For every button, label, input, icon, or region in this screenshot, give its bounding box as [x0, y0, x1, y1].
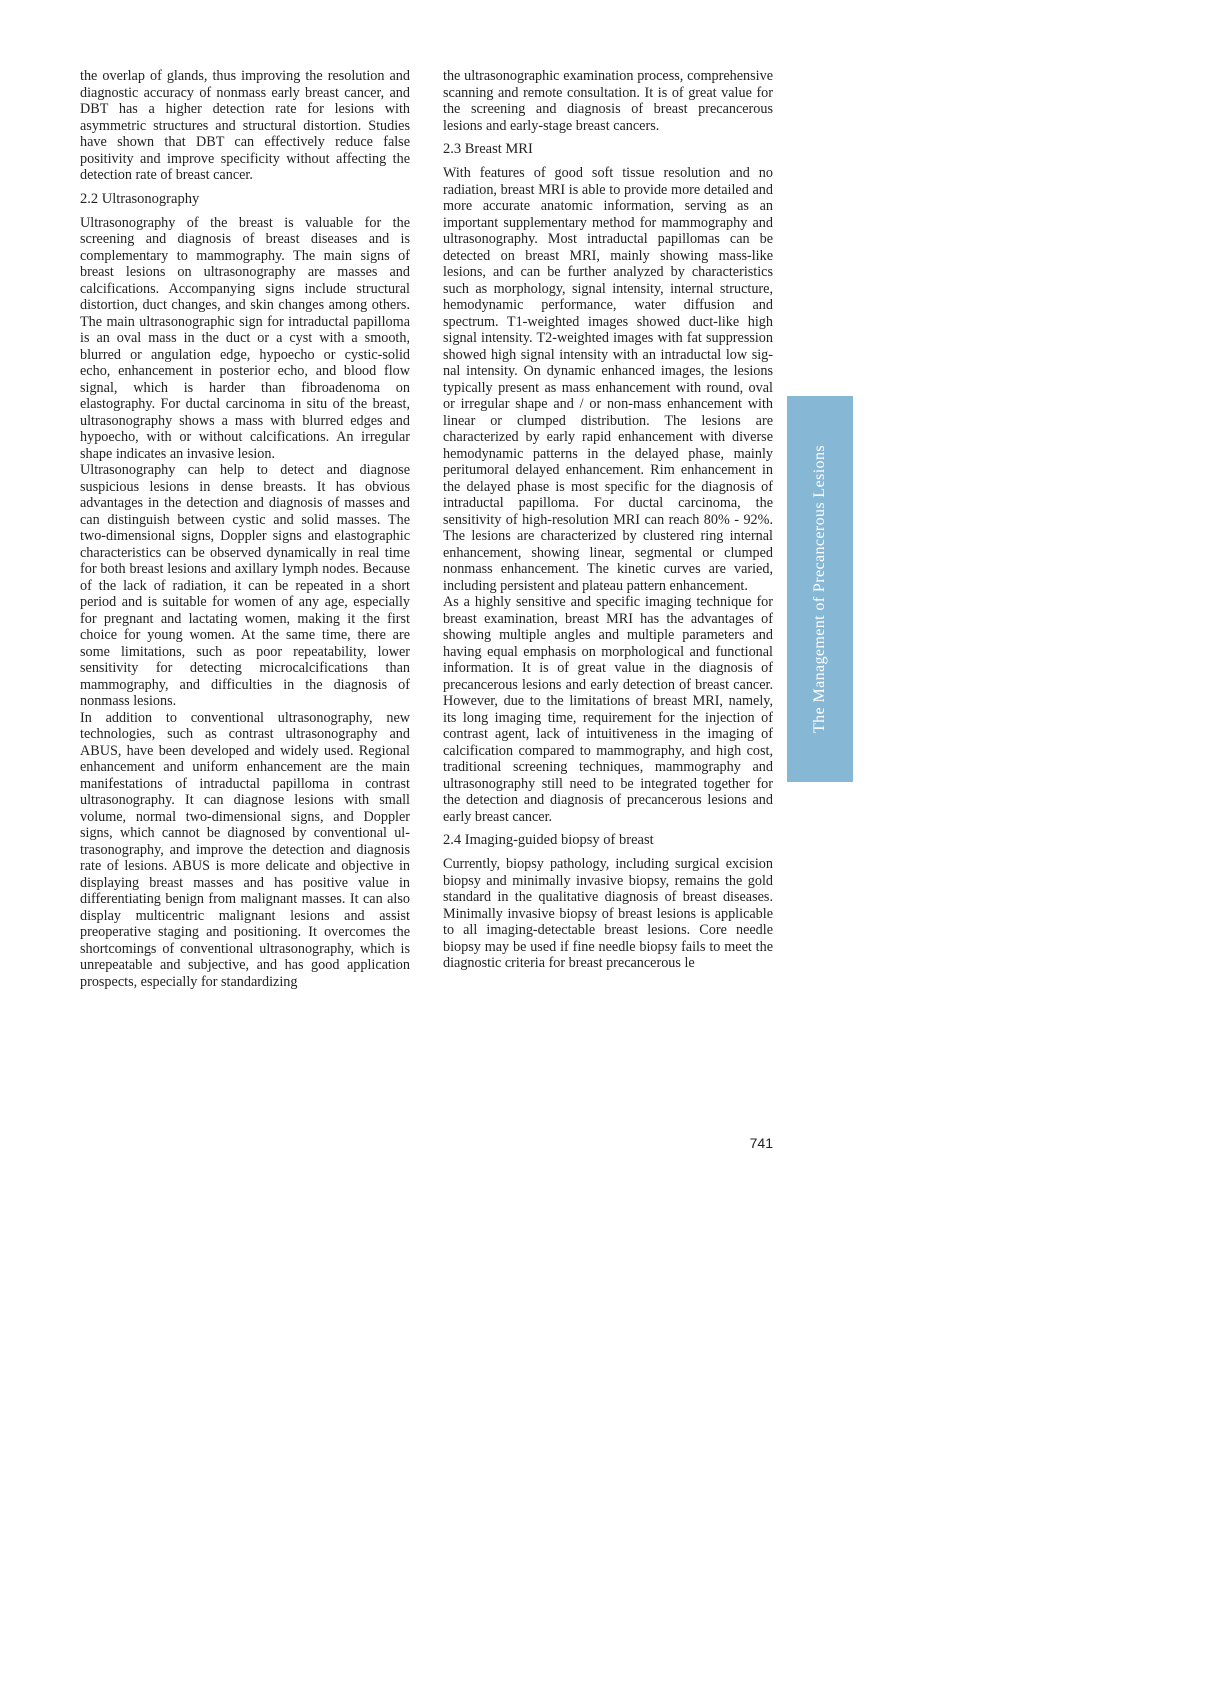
paragraph: With features of good soft tissue resolution and no radiation, breast MRI is able to provide more detailed and more accurate anatomic information, serving as an important supplementary method for mammography and ultrasonography. Most intraductal papillomas can be detected on breast MRI, mainly showing mass-like lesions, and can be further analyzed by characteristics such as morphology, signal intensity, internal structure, hemodynamic performance, water diffusion and spectrum. T1-weighted images showed duct-like high signal intensity. T2-weighted images with fat suppression showed high signal intensity with an intraductal low signal intensity. On dynamic enhanced images, the lesions typically present as mass enhancement with round, oval or irregular shape and / or non-mass enhancement with linear or clumped distribution. The lesions are characterized by early rapid enhancement with diverse hemodynamic patterns in the delayed phase, mainly peritumoral delayed enhancement. Rim enhancement in the delayed phase is most specific for the diagnosis of intraductal papilloma. For ductal carcinoma, the sensitivity of high-resolution MRI can reach 80% - 92%. The lesions are characterized by clustered ring internal enhancement, showing linear, segmental or clumped nonmass enhancement. The kinetic curves are varied, including persistent and plateau pattern enhancement. [443, 165, 773, 594]
left-column [80, 68, 410, 990]
paragraph: the ultrasonographic examination process, comprehensive scanning and remote consultation. It is of great value for the screening and diagnosis of breast precancerous lesions and early-stage breast cancers. [443, 68, 773, 134]
chapter-side-tab-label: The Management of Precancerous Lesions [811, 445, 828, 733]
paragraph: Ultrasonography of the breast is valuable for the screening and diagnosis of breast diseases and is complementary to mammography. The main signs of breast lesions on ultrasonography are masses and calcifications. Accompanying signs include structural distortion, duct changes, and skin changes among others. The main ultrasonographic sign for intraductal papilloma is an oval mass in the duct or a cyst with a smooth, blurred or angulation edge, hypoecho or cystic-solid echo, enhancement in posterior echo, and blood flow signal, which is harder than fibroadenoma on elastography. For ductal carcinoma in situ of the breast, ultrasonography shows a mass with blurred edges and hypoecho, with or without calcifications. An irregular shape indicates an invasive lesion. [80, 214, 410, 462]
page-number: 741 [749, 1135, 773, 1151]
section-heading-breast-mri: 2.3 Breast MRI [443, 141, 533, 157]
paragraph: As a highly sensitive and specific imaging technique for breast examination, breast MRI has the advantages of showing multiple angles and multiple parameters and having equal emphasis on morphological and functional information. It is of great value in the diagnosis of precancerous lesions and early detection of breast cancer. However, due to the limitations of breast MRI, namely, its long imaging time, requirement for the injection of contrast agent, lack of intuitiveness in the imaging of calcification compared to mammography, and high cost, traditional screening techniques, mammography and ultrasonography still need to be integrated together for the detection and diagnosis of precancerous lesions and early breast cancer. [443, 594, 773, 825]
paragraph: Ultrasonography can help to detect and diagnose suspicious lesions in dense breasts. It has obvious advantages in the detection and diagnosis of masses and can distinguish between cystic and solid masses. The two-dimensional signs, Doppler signs and elastographic characteristics can be observed dynamically in real time for both breast lesions and axillary lymph nodes. Because of the lack of radiation, it can be repeated in a short period and is suitable for women of any age, especially for pregnant and lactating women, making it the first choice for young women. At the same time, there are some limitations, such as poor repeatability, lower sensitivity for detecting microcalcifications than mammography, and difficulties in the diagnosis of nonmass lesions. [80, 462, 410, 709]
chapter-side-tab [787, 396, 853, 782]
paragraph: In addition to conventional ultrasonography, new technologies, such as contrast ultrasonography and ABUS, have been developed and widely used. Regional enhancement and uniform enhancement are the main manifestations of intraductal papilloma in contrast ultrasonography. It can diagnose lesions with small volume, normal two-dimensional signs, and Doppler signs, which cannot be diagnosed by conventional ultrasonography, and improve the detection and diagnosis rate of lesions. ABUS is more delicate and objective in displaying breast masses and has positive value in differentiating benign from malignant masses. It can also display multicentric malignant lesions and assist preoperative staging and positioning. It overcomes the shortcomings of conventional ultrasonography, which is unrepeatable and subjective, and has good application prospects, especially for standardizing [80, 709, 410, 990]
right-column [443, 68, 773, 972]
section-heading-ultrasonography: 2.2 Ultrasonography [80, 190, 200, 207]
paragraph: the overlap of glands, thus improving the resolution and diagnostic accuracy of nonmass early breast cancer, and DBT has a higher detection rate for lesions with asymmetric structures and structural distortion. Studies have shown that DBT can effectively reduce false positivity and improve specificity without affecting the detection rate of breast cancer. [80, 68, 410, 183]
paragraph: Currently, biopsy pathology, including surgical excision biopsy and minimally invasive biopsy, remains the gold standard in the qualitative diagnosis of breast diseases. Minimally invasive biopsy of breast lesions is applicable to all imaging-detectable breast lesions. Core needle biopsy may be used if fine needle biopsy fails to meet the diagnostic criteria for breast precancerous le [443, 856, 773, 971]
section-heading-imaging-guided-biopsy: 2.4 Imaging-guided biopsy of breast [443, 832, 654, 848]
